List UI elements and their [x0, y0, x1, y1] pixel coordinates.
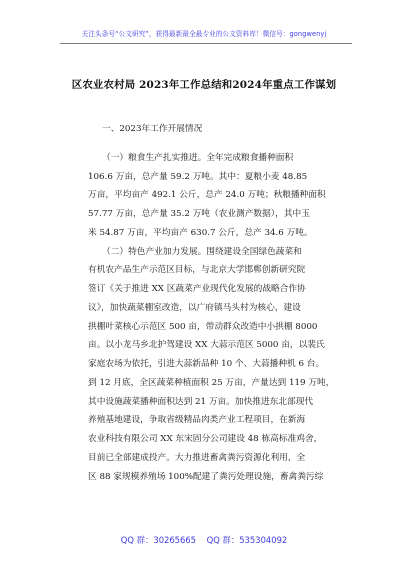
- body-line: 养殖基地建设，争取省级精品肉类产业工程项目，在新海: [88, 415, 306, 426]
- footer: [0, 534, 408, 546]
- body-line: 家庭农场为依托，引进大蒜新品种 10 个、大蒜播种机 6 台。: [88, 359, 325, 369]
- body-line: 万亩，平均亩产 492.1 公斤，总产 24.0 万吨；秋粮播种面积: [88, 190, 326, 201]
- header-banner: 关注头条号“公文研究”，获得最新最全最专业的公文资料库！微信号：gongwenyj: [81, 30, 327, 38]
- body-line: 拱棚叶菜核心示范区 500 亩，带动群众改造中小拱棚 8000: [88, 321, 318, 332]
- body-line: 亩。以小龙马乡北护驾建设 XX 大蒜示范区 5000 亩，以裴氏: [88, 340, 325, 351]
- body-line: 到 12 月底，全区蔬菜种植面积 25 万亩，产量达到 119 万吨，: [88, 377, 335, 388]
- qq-group-2: QQ 群：535304092: [206, 535, 288, 545]
- body-line: 57.77 万亩，总产量 35.2 万吨（农业测产数据），其中玉: [88, 209, 310, 219]
- body-line: 签订《关于推进 XX 区蔬菜产业现代化发展的战略合作协: [88, 284, 306, 294]
- spacer: [88, 139, 346, 149]
- body-line: （二）特色产业加力发展。围绕建设全国绿色蔬菜和: [102, 246, 302, 257]
- body-paragraphs: [88, 149, 346, 487]
- body-line: 农业科技有限公司 XX 东宋固分公司建设 48 栋高标准鸡舍，: [88, 434, 323, 444]
- body-line: 106.6 万亩，总产量 59.2 万吨。其中：夏粮小麦 48.85: [88, 171, 308, 182]
- body-line: 目前已全部建成投产。大力推进畜禽粪污资源化利用，全: [88, 452, 306, 463]
- body-line: 议》，加快蔬菜棚室改造，以广府镇马头村为核心，建设: [88, 302, 301, 313]
- document-title: 区农业农村局 2023年工作总结和2024年重点工作谋划: [71, 79, 337, 91]
- document-body: [88, 120, 346, 486]
- header-divider: [60, 43, 352, 44]
- body-line: （一）粮食生产扎实推进。全年完成粮食播种面积: [102, 152, 294, 163]
- body-line: 区 88 家规模养殖场 100%配建了粪污处理设施，畜禽粪污综: [88, 471, 324, 482]
- qq-group-1: QQ 群：30265665: [120, 535, 196, 545]
- body-line: 有机农产品生产示范区目标，与北京大学邯郸创新研究院: [88, 265, 306, 276]
- body-line: 米 54.87 万亩，平均亩产 630.7 公斤，总产 34.6 万吨。: [88, 227, 313, 238]
- body-line: 其中设施蔬菜播种面积达到 21 万亩。加快推进东北部现代: [88, 396, 314, 407]
- section-heading: 一、2023年工作开展情况: [102, 124, 203, 134]
